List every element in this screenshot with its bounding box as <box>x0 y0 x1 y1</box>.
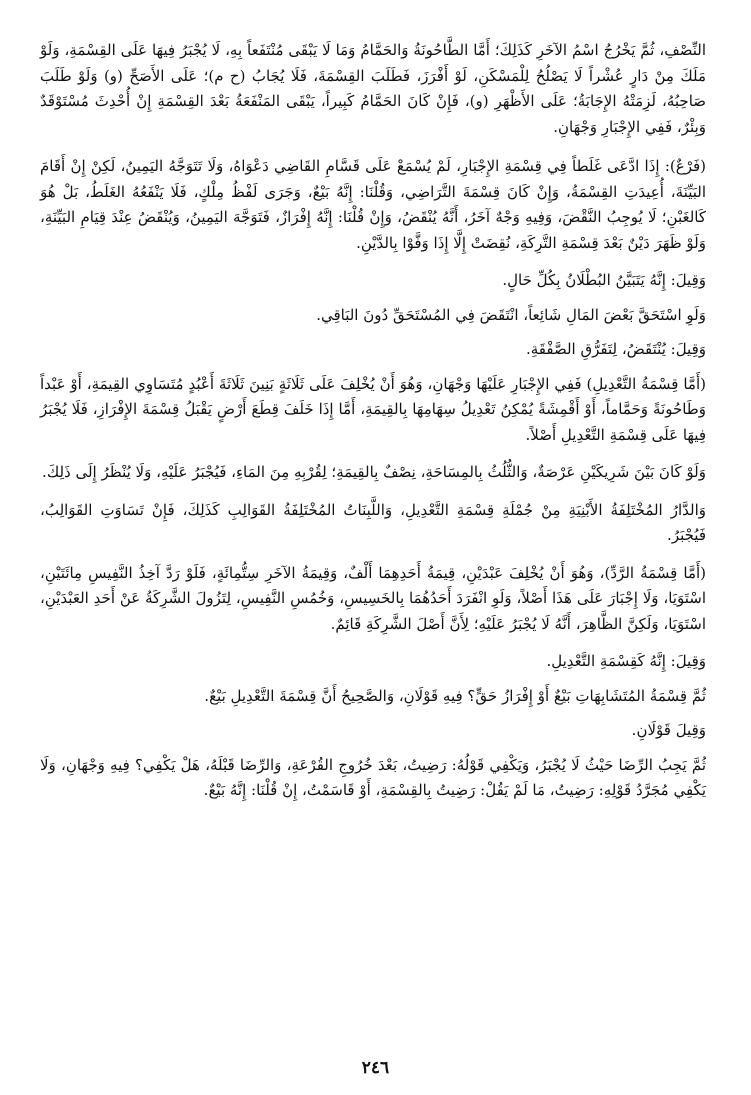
paragraph-dar-mukhtalifa: وَالدَّارُ المُخْتَلِفَةُ الأَبْنِيَةِ مِنْ جُمْلَةِ قِسْمَةِ التَّعْدِيلِ، وَاللَّبِنَاتُ المُخْتَلِفَةُ القَوَالِبِ كَذَلِكَ، فَإِنْ تَسَاوَتِ القَوَالِبُ، فَيُجْبَرُ. <box>40 500 706 544</box>
paragraph-rida: ثُمَّ يَجِبُ الرِّضَا حَيْثُ لَا يُجْبَرُ، وَيَكْفِي قَوْلُهُ: رَضِيتُ، بَعْدَ خُرُوجِ القُرْعَةِ، وَالرِّضَا قَبْلَهُ، هَلْ يَكْفِي؟ فِيهِ وَجْهَانِ، وَلَا يَكْفِي مُجَرَّدُ قَوْلِهِ: رَضِيتُ، مَا لَمْ يَقُلْ: رَضِيتُ بِالقِسْمَةِ، أَوْ قَاسَمْتُ، إِنْ قُلْنَا: إِنَّهُ بَيْعٌ. <box>40 755 706 799</box>
paragraph-qismat-tadil: (أَمَّا قِسْمَةُ التَّعْدِيلِ) فَفِي الإِجْبَارِ عَلَيْهَا وَجْهَانِ، وَهُوَ أَنْ يُخْلِفَ عَلَى ثَلَاثَةٍ بَنِينَ ثَلَاثَةَ أَعْبُدٍ مُتَسَاوِي القِيمَةِ، أَوْ عَبْداً وَطَاحُونَةً وَحَمَّاماً، أَوْ أَقْمِشَةً يُمْكِنُ تَعْدِيلُ سِهَامِهَا بِالقِيمَةِ، أَمَّا إِذَا خَلَفَ قِطَعَ أَرْضٍ يَقْبَلُ قِسْمَةَ الإِفْرَازِ، فَلَا يُجْبَرُ فِيهَا عَلَى قِسْمَةِ التَّعْدِيلِ أَصْلاً. <box>40 374 706 444</box>
paragraph-sharikayn: وَلَوْ كَانَ بَيْنَ شَرِيكَيْنِ عَرْصَةٌ، وَالثُّلُثُ بِالمِسَاحَةِ، نِصْفٌ بِالقِيمَةِ؛ لِقُرْبِهِ مِنَ المَاءِ، فَيُجْبَرُ عَلَيْهِ، وَلَا يُنْظَرُ إِلَى ذَلِكَ. <box>42 463 706 481</box>
paragraph-1: النِّصْفِ، ثُمَّ يَخْرُجُ اسْمُ الآخَرِ كَذَلِكَ؛ أَمَّا الطَّاحُونَةُ وَالحَمَّامُ وَمَا لَا يَبْقَى مُنْتَفَعاً بِهِ، لَا يُجْبَرُ فِيهَا عَلَى القِسْمَةِ، وَلَوْ مَلَكَ مِنْ دَارٍ عُشْراً لَا يَصْلُحُ لِلْمَسْكَنِ، لَوْ أَفْرَزَ، فَطَلَبَ القِسْمَةَ، فَلَا يُجَابُ (ح م)؛ عَلَى الأَصَحِّ (و) وَلَوْ طَلَبَ صَاحِبُهُ، لَزِمَتْهُ الإِجَابَةُ؛ عَلَى الأَظْهَرِ (و)، فَإِنْ كَانَ الحَمَّامُ كَبِيراً، يَبْقَى المَنْفَعَةُ بَعْدَ القِسْمَةِ إِنْ أُحْدِثَ مُسْتَوْقَدٌ وَبِئْرٌ، فَفِي الإِجْبَارِ وَجْهَانِ. <box>40 41 706 136</box>
paragraph-qismat-radd: (أَمَّا قِسْمَةُ الرَّدِّ)، وَهُوَ أَنْ يُخْلِفَ عَبْدَيْنِ، قِيمَةُ أَحَدِهِمَا أَلْفٌ، وَقِيمَةُ الآخَرِ سِتُّمِائَةٍ، فَلَوْ رَدَّ آخِذُ النَّفِيسِ مِائَتَيْنِ، اسْتَوَيَا، وَلَا إِجْبَارَ عَلَى هَذَا أَصْلاً، وَلَوِ انْفَرَدَ أَحَدُهُمَا بِالخَسِيسِ، وَخُمُسِ النَّفِيسِ، لِتَزُولَ الشَّرِكَةُ عَنْ أَحَدِ العَبْدَيْنِ، اسْتَوَيَا، وَلَكِنَّ الظَّاهِرَ، أَنَّهُ لَا يُجْبَرُ عَلَيْهِ؛ لِأَنَّ أَصْلَ الشَّرِكَةِ قَائِمٌ. <box>40 563 706 633</box>
page-body <box>40 38 706 1048</box>
paragraph-mutashabihat: ثُمَّ قِسْمَةُ المُتَشَابِهَاتِ بَيْعٌ أَوْ إِفْرَازُ حَقٍّ؟ فِيهِ قَوْلَانِ، وَالصَّحِيحُ أَنَّ قِسْمَةَ التَّعْدِيلِ بَيْعٌ. <box>204 686 706 705</box>
paragraph-qila-qawlan: وَقِيلَ قَوْلَانِ. <box>631 721 706 739</box>
page-number: ٢٤٦ <box>361 1058 390 1078</box>
paragraph-far-ghalat: (فَرْعٌ): إِذَا ادَّعَى غَلَطاً فِي قِسْمَةِ الإِجْبَارِ، لَمْ يُسْمَعْ عَلَى قَسَّامِ القَاضِي دَعْوَاهُ، وَلَا تَتَوَجَّهُ اليَمِينُ، لَكِنْ إِنْ أَقَامَ البَيِّنَةَ، أُعِيدَتِ القِسْمَةُ، وَإِنْ كَانَ قِسْمَةَ التَّرَاضِي، وَقُلْنَا: إِنَّهُ بَيْعٌ، وَجَرَى لَفْظُ مِلْكٍ، فَلَا يَنْفَعُهُ الغَلَطُ، بَلْ هُوَ كَالغَبْنِ؛ لَا يُوجِبُ النَّقْضَ، وَفِيهِ وَجْهٌ آخَرُ، أَنَّهُ يُنْقَضُ، وَإِنْ قُلْنَا: إِنَّهُ إِفْرَازٌ، فَتَوَجَّهَ اليَمِينُ، وَيُنْقَضُ عِنْدَ قِيَامِ البَيِّنَةِ، وَلَوْ ظَهَرَ دَيْنٌ بَعْدَ قِسْمَةِ التَّرِكَةِ، نُقِضَتْ إِلَّا إِذَا وَفَّوْا بِالدَّيْنِ. <box>40 157 706 252</box>
paragraph-istahaqq: وَلَوِ اسْتَحَقَّ بَعْضَ المَالِ شَائِعاً، انْتَقَضَ فِي المُسْتَحَقِّ دُونَ البَاقِي. <box>316 305 706 324</box>
paragraph-qila-butlan: وَقِيلَ: إِنَّهُ يَتَبَيَّنُ البُطْلَانُ بِكُلِّ حَالٍ. <box>502 271 706 289</box>
paragraph-qila-yuntaqad: وَقِيلَ: يُنْتَقَضُ، لِتَفَرُّقِ الصَّفْقَةِ. <box>525 340 706 358</box>
paragraph-qila-kaqismat: وَقِيلَ: إِنَّهُ كَقِسْمَةِ التَّعْدِيلِ. <box>546 652 706 670</box>
